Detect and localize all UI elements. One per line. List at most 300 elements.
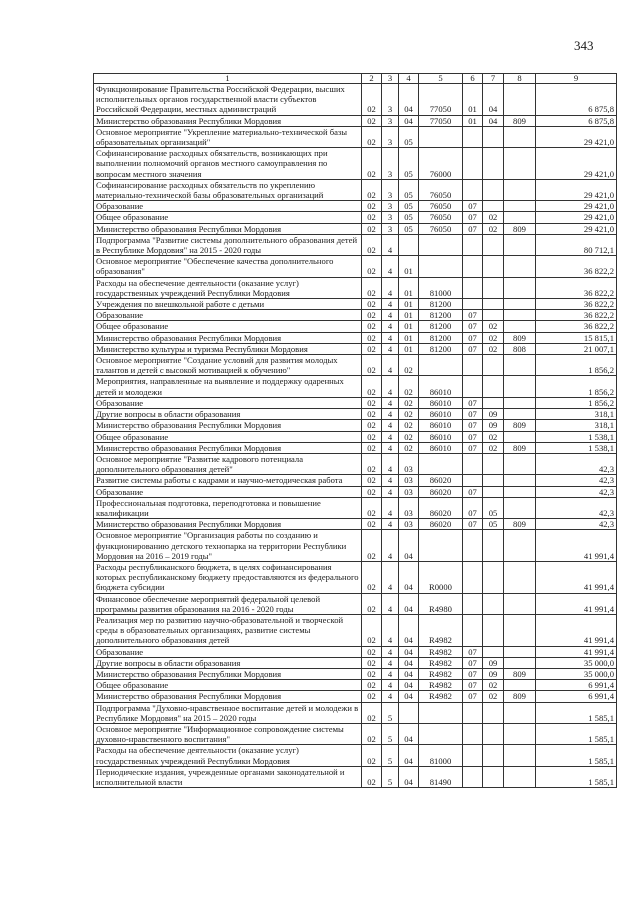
row-code-cell bbox=[504, 497, 536, 518]
row-code-cell: 04 bbox=[399, 766, 419, 787]
row-code-cell: 77050 bbox=[419, 84, 463, 116]
row-name-cell: Периодические издания, учрежденные органами законодательной и исполнительной власти bbox=[94, 766, 362, 787]
row-code-cell: 02 bbox=[362, 355, 382, 376]
row-name-cell: Министерство образования Республики Мордовия bbox=[94, 691, 362, 702]
row-code-cell: 04 bbox=[399, 723, 419, 744]
row-code-cell: 07 bbox=[463, 397, 483, 408]
row-code-cell bbox=[483, 126, 504, 147]
row-name-cell: Основное мероприятие "Укрепление материально-технической базы образовательных организаций" bbox=[94, 126, 362, 147]
row-code-cell: 81200 bbox=[419, 310, 463, 321]
table-row bbox=[94, 497, 617, 518]
table-row bbox=[94, 397, 617, 408]
row-code-cell: 02 bbox=[483, 332, 504, 343]
table-row bbox=[94, 431, 617, 442]
row-amount-cell: 42,3 bbox=[536, 486, 617, 497]
row-code-cell: 02 bbox=[483, 343, 504, 354]
row-code-cell bbox=[504, 453, 536, 474]
row-code-cell bbox=[504, 680, 536, 691]
row-code-cell: 02 bbox=[362, 332, 382, 343]
row-code-cell: 04 bbox=[399, 657, 419, 668]
row-amount-cell: 42,3 bbox=[536, 497, 617, 518]
row-code-cell bbox=[483, 593, 504, 614]
table-row bbox=[94, 355, 617, 376]
row-code-cell: 4 bbox=[382, 321, 399, 332]
row-code-cell: 02 bbox=[362, 702, 382, 723]
row-name-cell: Министерство образования Республики Мордовия bbox=[94, 420, 362, 431]
row-name-cell: Образование bbox=[94, 397, 362, 408]
row-code-cell: 07 bbox=[463, 321, 483, 332]
table-row bbox=[94, 519, 617, 530]
row-code-cell: 02 bbox=[362, 299, 382, 310]
row-code-cell bbox=[463, 179, 483, 200]
row-code-cell: 86020 bbox=[419, 475, 463, 486]
row-code-cell: 05 bbox=[399, 148, 419, 180]
row-code-cell: 4 bbox=[382, 530, 399, 562]
row-code-cell: 02 bbox=[362, 126, 382, 147]
row-code-cell bbox=[463, 277, 483, 298]
row-amount-cell: 29 421,0 bbox=[536, 212, 617, 223]
table-row bbox=[94, 343, 617, 354]
header-cell: 7 bbox=[483, 74, 504, 84]
row-code-cell: 03 bbox=[399, 519, 419, 530]
row-code-cell: 02 bbox=[399, 431, 419, 442]
row-code-cell: 4 bbox=[382, 519, 399, 530]
row-code-cell bbox=[463, 593, 483, 614]
row-code-cell: 4 bbox=[382, 420, 399, 431]
row-code-cell: 4 bbox=[382, 593, 399, 614]
row-name-cell: Развитие системы работы с кадрами и научно-методическая работа bbox=[94, 475, 362, 486]
row-code-cell: 03 bbox=[399, 497, 419, 518]
row-code-cell: 809 bbox=[504, 420, 536, 431]
row-code-cell: 02 bbox=[399, 409, 419, 420]
row-code-cell: 76000 bbox=[419, 148, 463, 180]
row-name-cell: Основное мероприятие "Создание условий для развития молодых талантов и детей с высокой мотивацией к обучению" bbox=[94, 355, 362, 376]
row-code-cell: 3 bbox=[382, 179, 399, 200]
row-code-cell: 3 bbox=[382, 84, 399, 116]
row-code-cell: 09 bbox=[483, 420, 504, 431]
row-amount-cell: 41 991,4 bbox=[536, 646, 617, 657]
row-code-cell: 02 bbox=[362, 723, 382, 744]
table-row bbox=[94, 680, 617, 691]
row-code-cell bbox=[504, 614, 536, 646]
row-code-cell: 04 bbox=[399, 614, 419, 646]
table-row bbox=[94, 668, 617, 679]
row-code-cell: 5 bbox=[382, 745, 399, 766]
row-amount-cell: 21 007,1 bbox=[536, 343, 617, 354]
row-code-cell: 02 bbox=[362, 201, 382, 212]
row-code-cell bbox=[504, 234, 536, 255]
row-code-cell: 02 bbox=[362, 530, 382, 562]
row-code-cell: 04 bbox=[399, 530, 419, 562]
row-name-cell: Функционирование Правительства Российской Федерации, высших исполнительных органов государственной власти субъектов Российской Федерации, местных администраций bbox=[94, 84, 362, 116]
row-code-cell bbox=[504, 355, 536, 376]
row-code-cell bbox=[419, 234, 463, 255]
row-code-cell: 4 bbox=[382, 409, 399, 420]
row-code-cell: 4 bbox=[382, 376, 399, 397]
row-code-cell: 02 bbox=[362, 561, 382, 593]
row-code-cell: 07 bbox=[463, 212, 483, 223]
row-code-cell: 07 bbox=[463, 486, 483, 497]
row-code-cell: 02 bbox=[362, 223, 382, 234]
row-name-cell: Реализация мер по развитию научно-образовательной и творческой среды в образовательных организациях, развитие системы дополнительного образования детей bbox=[94, 614, 362, 646]
row-name-cell: Министерство образования Республики Мордовия bbox=[94, 115, 362, 126]
row-code-cell: R4982 bbox=[419, 657, 463, 668]
row-code-cell: 86010 bbox=[419, 376, 463, 397]
row-code-cell bbox=[463, 475, 483, 486]
row-code-cell: 809 bbox=[504, 223, 536, 234]
table-row bbox=[94, 299, 617, 310]
row-code-cell bbox=[419, 723, 463, 744]
row-code-cell bbox=[463, 256, 483, 277]
row-code-cell bbox=[504, 409, 536, 420]
row-code-cell: 02 bbox=[362, 497, 382, 518]
row-amount-cell: 29 421,0 bbox=[536, 148, 617, 180]
row-code-cell: 02 bbox=[362, 431, 382, 442]
row-code-cell bbox=[463, 614, 483, 646]
row-code-cell: 4 bbox=[382, 256, 399, 277]
table-row bbox=[94, 234, 617, 255]
row-code-cell: 02 bbox=[362, 475, 382, 486]
row-code-cell: 02 bbox=[362, 212, 382, 223]
row-code-cell bbox=[463, 745, 483, 766]
row-name-cell: Другие вопросы в области образования bbox=[94, 657, 362, 668]
row-amount-cell: 36 822,2 bbox=[536, 310, 617, 321]
row-code-cell bbox=[463, 355, 483, 376]
row-code-cell: 4 bbox=[382, 691, 399, 702]
row-code-cell: 02 bbox=[362, 486, 382, 497]
row-code-cell: R4982 bbox=[419, 614, 463, 646]
row-code-cell: 02 bbox=[362, 376, 382, 397]
row-code-cell bbox=[483, 745, 504, 766]
row-code-cell: 04 bbox=[483, 84, 504, 116]
row-code-cell: 02 bbox=[362, 409, 382, 420]
row-code-cell bbox=[483, 702, 504, 723]
row-code-cell bbox=[504, 657, 536, 668]
header-cell: 4 bbox=[399, 74, 419, 84]
row-name-cell: Софинансирование расходных обязательств, возникающих при выполнении полномочий органов местного самоуправления по вопросам местного значения bbox=[94, 148, 362, 180]
header-cell: 6 bbox=[463, 74, 483, 84]
row-code-cell bbox=[504, 766, 536, 787]
row-code-cell bbox=[504, 310, 536, 321]
row-code-cell bbox=[463, 723, 483, 744]
row-amount-cell: 1 538,1 bbox=[536, 442, 617, 453]
row-code-cell: 4 bbox=[382, 332, 399, 343]
row-code-cell: 02 bbox=[362, 745, 382, 766]
row-code-cell: 02 bbox=[362, 397, 382, 408]
header-cell: 9 bbox=[536, 74, 617, 84]
table-row bbox=[94, 201, 617, 212]
row-code-cell: 02 bbox=[362, 691, 382, 702]
row-code-cell: R4982 bbox=[419, 668, 463, 679]
row-code-cell: 04 bbox=[399, 84, 419, 116]
row-code-cell: 3 bbox=[382, 223, 399, 234]
row-code-cell bbox=[483, 299, 504, 310]
table-row bbox=[94, 179, 617, 200]
row-code-cell bbox=[504, 299, 536, 310]
row-code-cell: 5 bbox=[382, 723, 399, 744]
row-code-cell: 3 bbox=[382, 148, 399, 180]
row-code-cell: 02 bbox=[483, 680, 504, 691]
table-row bbox=[94, 277, 617, 298]
row-name-cell: Министерство культуры и туризма Республики Мордовия bbox=[94, 343, 362, 354]
row-code-cell: 4 bbox=[382, 486, 399, 497]
row-code-cell: 4 bbox=[382, 561, 399, 593]
table-row bbox=[94, 420, 617, 431]
row-name-cell: Общее образование bbox=[94, 431, 362, 442]
row-code-cell: 02 bbox=[362, 646, 382, 657]
row-amount-cell: 6 991,4 bbox=[536, 691, 617, 702]
row-amount-cell: 6 875,8 bbox=[536, 115, 617, 126]
row-amount-cell: 36 822,2 bbox=[536, 277, 617, 298]
row-name-cell: Подпрограмма "Развитие системы дополнительного образования детей в Республике Мордовия" на 2015 - 2020 годы bbox=[94, 234, 362, 255]
row-code-cell: 01 bbox=[399, 343, 419, 354]
row-code-cell: 05 bbox=[483, 497, 504, 518]
row-code-cell bbox=[463, 299, 483, 310]
table-row bbox=[94, 745, 617, 766]
row-amount-cell: 6 991,4 bbox=[536, 680, 617, 691]
row-amount-cell: 35 000,0 bbox=[536, 657, 617, 668]
row-amount-cell: 42,3 bbox=[536, 475, 617, 486]
row-code-cell: 07 bbox=[463, 519, 483, 530]
table-row bbox=[94, 593, 617, 614]
row-code-cell bbox=[504, 397, 536, 408]
table-row bbox=[94, 223, 617, 234]
row-code-cell bbox=[483, 234, 504, 255]
row-code-cell bbox=[504, 646, 536, 657]
row-code-cell: R4982 bbox=[419, 691, 463, 702]
row-name-cell: Общее образование bbox=[94, 680, 362, 691]
row-code-cell: 76050 bbox=[419, 179, 463, 200]
row-code-cell bbox=[483, 723, 504, 744]
table-row bbox=[94, 766, 617, 787]
row-code-cell: 04 bbox=[399, 593, 419, 614]
row-code-cell: 81200 bbox=[419, 343, 463, 354]
row-code-cell: 86010 bbox=[419, 397, 463, 408]
row-code-cell: 809 bbox=[504, 332, 536, 343]
row-name-cell: Министерство образования Республики Мордовия bbox=[94, 519, 362, 530]
row-code-cell bbox=[504, 256, 536, 277]
row-name-cell: Основное мероприятие "Информационное сопровождение системы духовно-нравственного воспитания" bbox=[94, 723, 362, 744]
row-code-cell: 86020 bbox=[419, 519, 463, 530]
row-code-cell: 4 bbox=[382, 614, 399, 646]
row-code-cell: 07 bbox=[463, 680, 483, 691]
row-code-cell: 02 bbox=[362, 148, 382, 180]
row-code-cell bbox=[504, 723, 536, 744]
row-code-cell: 02 bbox=[362, 593, 382, 614]
row-code-cell: 3 bbox=[382, 201, 399, 212]
row-code-cell: 05 bbox=[399, 212, 419, 223]
table-row bbox=[94, 84, 617, 116]
row-code-cell: 4 bbox=[382, 497, 399, 518]
row-code-cell bbox=[504, 593, 536, 614]
row-code-cell bbox=[483, 148, 504, 180]
row-code-cell bbox=[463, 126, 483, 147]
row-code-cell bbox=[483, 766, 504, 787]
row-code-cell: 02 bbox=[362, 442, 382, 453]
row-code-cell bbox=[504, 321, 536, 332]
row-code-cell bbox=[463, 702, 483, 723]
row-code-cell bbox=[419, 256, 463, 277]
row-code-cell bbox=[483, 256, 504, 277]
row-code-cell bbox=[504, 179, 536, 200]
row-code-cell bbox=[419, 453, 463, 474]
row-code-cell: 02 bbox=[399, 355, 419, 376]
row-code-cell bbox=[463, 766, 483, 787]
table-row bbox=[94, 442, 617, 453]
row-amount-cell: 35 000,0 bbox=[536, 668, 617, 679]
table-row bbox=[94, 453, 617, 474]
row-code-cell: 04 bbox=[399, 745, 419, 766]
row-code-cell: 07 bbox=[463, 646, 483, 657]
row-code-cell: 4 bbox=[382, 646, 399, 657]
header-cell: 3 bbox=[382, 74, 399, 84]
row-code-cell: 86010 bbox=[419, 442, 463, 453]
row-code-cell: 03 bbox=[399, 453, 419, 474]
row-code-cell: 02 bbox=[362, 680, 382, 691]
row-code-cell: 07 bbox=[463, 343, 483, 354]
row-name-cell: Образование bbox=[94, 646, 362, 657]
row-code-cell bbox=[504, 201, 536, 212]
row-code-cell: 03 bbox=[399, 486, 419, 497]
row-code-cell: 02 bbox=[483, 431, 504, 442]
row-code-cell: 07 bbox=[463, 332, 483, 343]
row-code-cell bbox=[483, 179, 504, 200]
table-row bbox=[94, 148, 617, 180]
row-code-cell: 02 bbox=[362, 321, 382, 332]
row-code-cell: 07 bbox=[463, 420, 483, 431]
row-name-cell: Учреждения по внешкольной работе с детьми bbox=[94, 299, 362, 310]
row-code-cell bbox=[483, 475, 504, 486]
row-code-cell: 81200 bbox=[419, 299, 463, 310]
row-amount-cell: 318,1 bbox=[536, 409, 617, 420]
row-code-cell: 808 bbox=[504, 343, 536, 354]
row-code-cell: 02 bbox=[362, 310, 382, 321]
row-code-cell: 02 bbox=[483, 223, 504, 234]
row-code-cell: 01 bbox=[399, 299, 419, 310]
header-cell: 8 bbox=[504, 74, 536, 84]
row-code-cell: 4 bbox=[382, 277, 399, 298]
row-amount-cell: 1 856,2 bbox=[536, 355, 617, 376]
row-code-cell: 07 bbox=[463, 431, 483, 442]
row-code-cell: 07 bbox=[463, 497, 483, 518]
row-code-cell: 05 bbox=[483, 519, 504, 530]
row-code-cell bbox=[504, 148, 536, 180]
row-code-cell: 02 bbox=[399, 376, 419, 397]
row-code-cell bbox=[483, 201, 504, 212]
row-code-cell: 05 bbox=[399, 179, 419, 200]
row-code-cell bbox=[419, 126, 463, 147]
row-code-cell: 4 bbox=[382, 657, 399, 668]
row-code-cell: 02 bbox=[362, 668, 382, 679]
row-code-cell: 07 bbox=[463, 668, 483, 679]
row-code-cell: 4 bbox=[382, 234, 399, 255]
row-code-cell: 809 bbox=[504, 519, 536, 530]
row-code-cell: 3 bbox=[382, 126, 399, 147]
row-code-cell: 4 bbox=[382, 343, 399, 354]
row-code-cell: 02 bbox=[362, 234, 382, 255]
row-code-cell: 07 bbox=[463, 201, 483, 212]
row-code-cell: 02 bbox=[362, 277, 382, 298]
header-cell: 1 bbox=[94, 74, 362, 84]
row-name-cell: Образование bbox=[94, 486, 362, 497]
row-code-cell: 03 bbox=[399, 475, 419, 486]
row-code-cell bbox=[419, 530, 463, 562]
row-code-cell bbox=[504, 212, 536, 223]
table-row bbox=[94, 212, 617, 223]
row-code-cell: 02 bbox=[399, 442, 419, 453]
row-code-cell: 07 bbox=[463, 691, 483, 702]
row-code-cell: 09 bbox=[483, 409, 504, 420]
row-code-cell: 76050 bbox=[419, 223, 463, 234]
row-code-cell: 5 bbox=[382, 766, 399, 787]
row-code-cell: 4 bbox=[382, 310, 399, 321]
row-code-cell bbox=[483, 561, 504, 593]
table-row bbox=[94, 702, 617, 723]
row-name-cell: Расходы на обеспечение деятельности (оказание услуг) государственных учреждений Республики Мордовия bbox=[94, 277, 362, 298]
row-name-cell: Образование bbox=[94, 201, 362, 212]
row-code-cell: 02 bbox=[483, 691, 504, 702]
table-row bbox=[94, 310, 617, 321]
row-code-cell: 05 bbox=[399, 126, 419, 147]
row-code-cell: 07 bbox=[463, 657, 483, 668]
row-name-cell: Образование bbox=[94, 310, 362, 321]
table-row bbox=[94, 115, 617, 126]
row-code-cell: 4 bbox=[382, 680, 399, 691]
table-body bbox=[94, 84, 617, 788]
row-code-cell: 04 bbox=[483, 115, 504, 126]
row-name-cell: Основное мероприятие "Обеспечение качества дополнительного образования" bbox=[94, 256, 362, 277]
row-code-cell: 02 bbox=[362, 115, 382, 126]
row-code-cell: 04 bbox=[399, 668, 419, 679]
row-code-cell bbox=[483, 355, 504, 376]
row-code-cell: 809 bbox=[504, 691, 536, 702]
table-row bbox=[94, 646, 617, 657]
row-code-cell: 81200 bbox=[419, 332, 463, 343]
row-code-cell bbox=[504, 530, 536, 562]
table-row bbox=[94, 376, 617, 397]
row-code-cell: 02 bbox=[362, 453, 382, 474]
row-name-cell: Основное мероприятие "Организация работы по созданию и функционированию детского технопарка на территории Республики Мордовия на 2016 – 2019 годы" bbox=[94, 530, 362, 562]
row-name-cell: Софинансирование расходных обязательств по укреплению материально-технической базы образовательных организаций bbox=[94, 179, 362, 200]
budget-table bbox=[93, 73, 617, 788]
row-name-cell: Министерство образования Республики Мордовия bbox=[94, 442, 362, 453]
row-code-cell: 04 bbox=[399, 115, 419, 126]
row-code-cell bbox=[504, 561, 536, 593]
row-code-cell: 86010 bbox=[419, 431, 463, 442]
table-row bbox=[94, 614, 617, 646]
row-amount-cell: 41 991,4 bbox=[536, 530, 617, 562]
row-code-cell bbox=[483, 310, 504, 321]
row-amount-cell: 29 421,0 bbox=[536, 223, 617, 234]
table-row bbox=[94, 256, 617, 277]
row-code-cell bbox=[483, 486, 504, 497]
row-name-cell: Общее образование bbox=[94, 212, 362, 223]
row-code-cell bbox=[504, 431, 536, 442]
row-code-cell: 09 bbox=[483, 668, 504, 679]
row-code-cell: 01 bbox=[463, 115, 483, 126]
row-amount-cell: 15 815,1 bbox=[536, 332, 617, 343]
row-name-cell: Профессиональная подготовка, переподготовка и повышение квалификации bbox=[94, 497, 362, 518]
row-code-cell bbox=[463, 453, 483, 474]
row-amount-cell: 318,1 bbox=[536, 420, 617, 431]
row-code-cell: 01 bbox=[399, 332, 419, 343]
row-code-cell: 4 bbox=[382, 355, 399, 376]
row-code-cell: 4 bbox=[382, 299, 399, 310]
row-code-cell: 02 bbox=[362, 519, 382, 530]
row-code-cell: 04 bbox=[399, 680, 419, 691]
table-row bbox=[94, 723, 617, 744]
row-code-cell: 04 bbox=[399, 561, 419, 593]
